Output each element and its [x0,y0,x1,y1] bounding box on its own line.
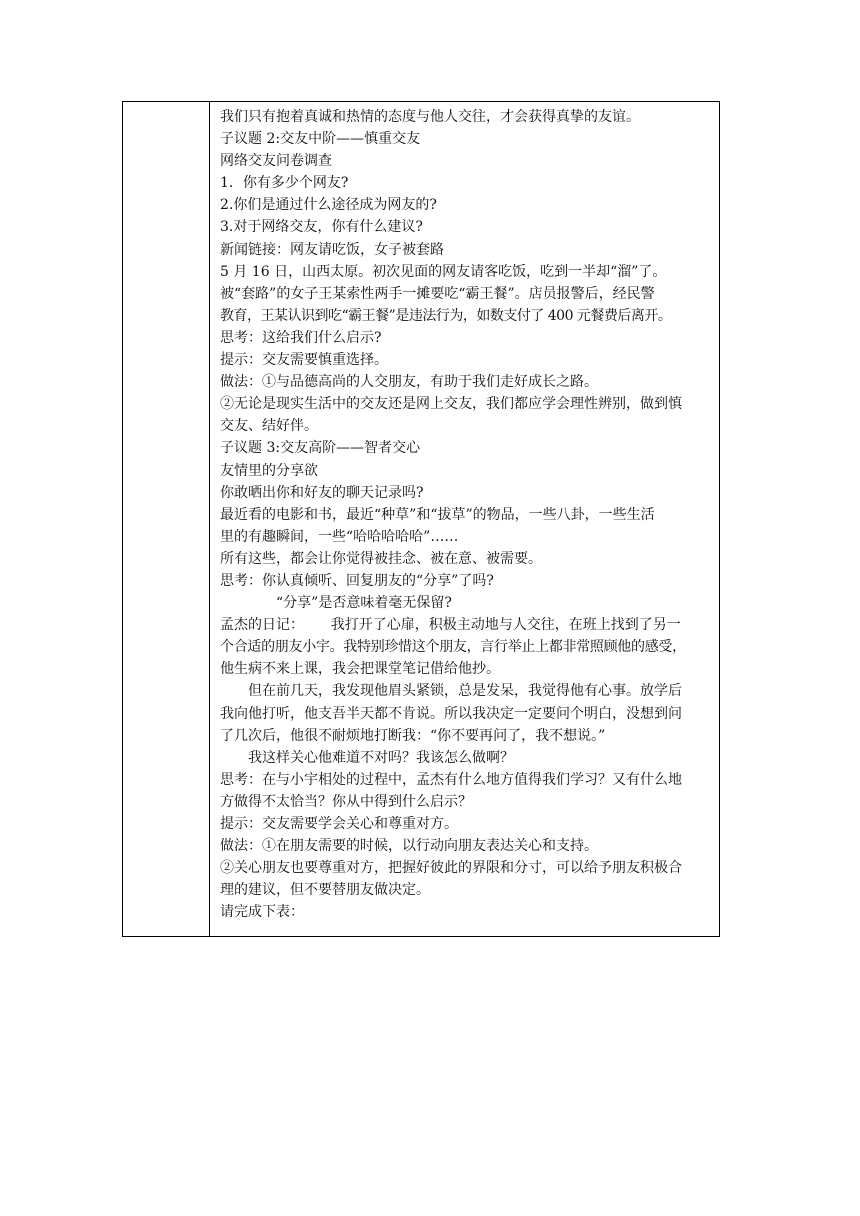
diary-line: 个合适的朋友小宇。我特别珍惜这个朋友，言行举止上都非常照顾他的感受， [220,639,686,656]
text-line: ②关心朋友也要尊重对方，把握好彼此的界限和分寸，可以给予朋友积极合 [220,860,682,877]
text-line: 思考：你认真倾听、回复朋友的“分享”了吗? [220,572,494,589]
text-line: 做法：①在朋友需要的时候，以行动向朋友表达关心和支持。 [220,838,598,855]
text-line: 1．你有多少个网友? [220,175,349,192]
text-line: 我们只有抱着真诚和热情的态度与他人交往，才会获得真挚的友谊。 [220,109,640,125]
diary-line: 我这样关心他难道不对吗？我该怎么做啊？ [248,749,514,766]
diary-line: 我向他打听，他支吾半天都不肯说。所以我决定一定要问个明白，没想到问 [220,705,682,722]
text-line: 理的建议，但不要替朋友做决定。 [220,882,430,899]
text-line: 交友、结好伴。 [220,418,318,435]
text-line: 被“套路”的女子王某索性两手一摊要吃“霸王餐”。店员报警后，经民警 [220,285,655,302]
empty-left-cell [123,102,210,936]
diary-line: 了几次后，他很不耐烦地打断我：“你不要再问了，我不想说。” [220,727,606,744]
text-line: 友情里的分享欲 [220,462,318,479]
text-line: 你敢晒出你和好友的聊天记录吗? [220,484,424,501]
text-line: 网络交友问卷调查 [220,153,332,170]
lesson-table [122,101,720,937]
text-line: 新闻链接：网友请吃饭，女子被套路 [220,241,444,258]
text-line: 方做得不太恰当？你从中得到什么启示？ [220,793,472,810]
text-line: 5 月 16 日，山西太原。初次见面的网友请客吃饭，吃到一半却“溜”了。 [220,263,667,280]
text-line: 提示：交友需要学会关心和尊重对方。 [220,816,458,832]
subtopic-3-heading: 子议题 3:交友高阶——智者交心 [220,440,421,457]
text-line: 2.你们是通过什么途径成为网友的? [220,197,437,214]
subtopic-2-heading: 子议题 2:交友中阶——慎重交友 [220,131,421,148]
text-line: 思考：这给我们什么启示? [220,329,382,346]
diary-line: 孟杰的日记： 我打开了心扉，积极主动地与人交往，在班上找到了另一 [220,617,681,634]
text-line: 里的有趣瞬间，一些“哈哈哈哈哈”…… [220,528,459,545]
text-line: “分享”是否意味着毫无保留? [276,595,452,612]
text-line: 教育，王某认识到吃“霸王餐”是违法行为，如数支付了 400 元餐费后离开。 [220,307,672,324]
text-line: 思考：在与小宇相处的过程中，孟杰有什么地方值得我们学习？又有什么地 [220,771,682,788]
text-line: 提示：交友需要慎重选择。 [220,352,388,369]
text-line: 所有这些，都会让你觉得被挂念、被在意、被需要。 [220,550,542,567]
text-line: 最近看的电影和书，最近“种草”和“拔草”的物品，一些八卦，一些生活 [220,506,655,523]
content-cell [210,102,719,923]
text-line: 做法：①与品德高尚的人交朋友，有助于我们走好成长之路。 [220,374,598,391]
text-line: ②无论是现实生活中的交友还是网上交友，我们都应学会理性辨别，做到慎 [220,396,682,413]
text-line: 请完成下表： [220,904,304,921]
diary-line: 但在前几天，我发现他眉头紧锁，总是发呆，我觉得他有心事。放学后 [248,683,682,700]
diary-line: 他生病不来上课，我会把课堂笔记借给他抄。 [220,661,500,678]
text-line: 3.对于网络交友，你有什么建议? [220,219,423,236]
